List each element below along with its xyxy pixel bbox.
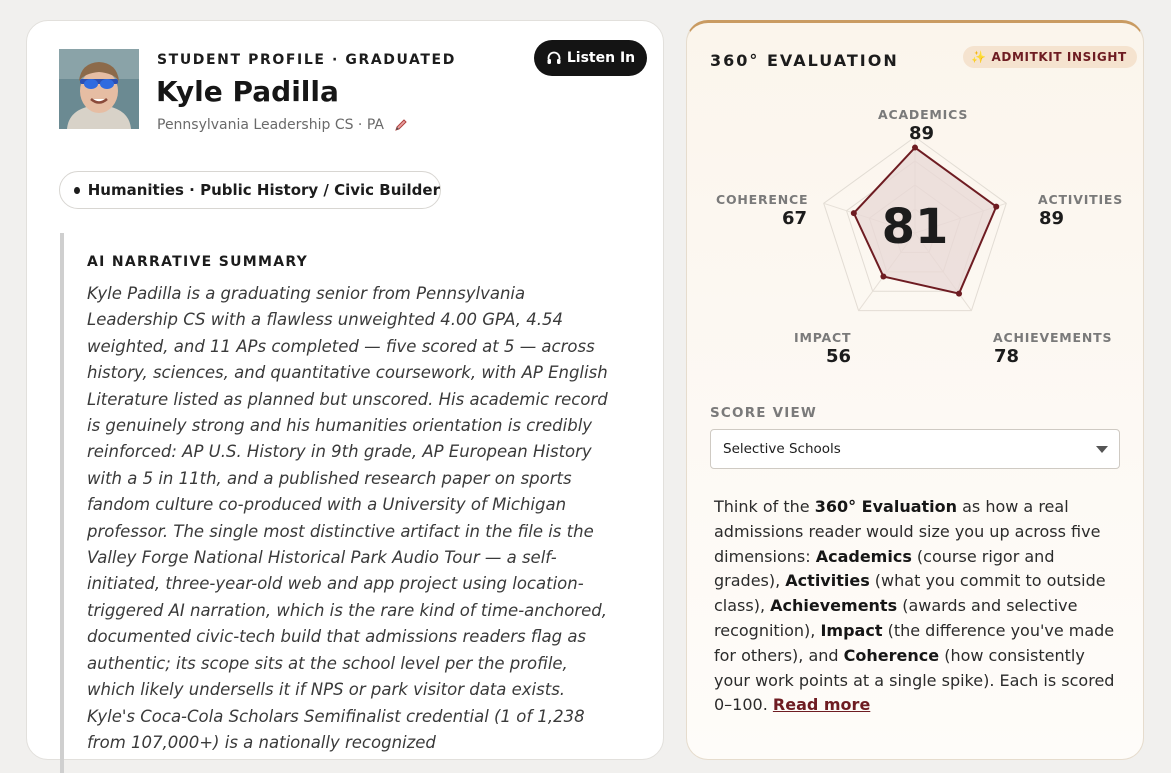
- spike-pill: [59, 171, 441, 209]
- explainer-text: as how a real admissions reader would size you up across five dimensions:: [714, 497, 1101, 566]
- evaluation-explainer: [714, 495, 1124, 718]
- achievements-label: ACHIEVEMENTS: [993, 330, 1113, 345]
- explainer-bold: 360° Evaluation: [814, 497, 958, 516]
- spike-label: Humanities · Public History / Civic Builder: [87, 181, 440, 199]
- activities-value: 89: [1039, 208, 1065, 229]
- insight-badge-label: ADMITKIT INSIGHT: [991, 50, 1127, 64]
- school-line: [157, 117, 408, 133]
- student-name: Kyle Padilla: [156, 75, 339, 108]
- explainer-text: (what you commit to outside class),: [714, 571, 1106, 616]
- avatar: [59, 49, 139, 129]
- profile-eyebrow: STUDENT PROFILE · GRADUATED: [157, 52, 456, 68]
- narrative-summary: [60, 233, 620, 773]
- student-profile-card: [26, 20, 664, 760]
- score-view-selected: Selective Schools: [723, 441, 841, 457]
- explainer-bold: Activities: [785, 571, 870, 591]
- explainer-text: (awards and selective recognition),: [714, 596, 1078, 640]
- explainer-bold: Impact: [820, 620, 883, 640]
- coherence-label: COHERENCE: [716, 192, 809, 207]
- listen-in-label: Listen In: [566, 50, 636, 66]
- pencil-icon[interactable]: [394, 118, 408, 132]
- coherence-value: 67: [782, 208, 808, 229]
- evaluation-title: 360° EVALUATION: [710, 51, 899, 70]
- sparkle-icon: ✨: [971, 50, 987, 64]
- listen-in-button[interactable]: [534, 40, 647, 76]
- school-name: Pennsylvania Leadership CS · PA: [157, 117, 384, 133]
- radar-point-achievements: [956, 291, 962, 297]
- impact-value: 56: [826, 346, 852, 367]
- impact-label: IMPACT: [794, 330, 852, 345]
- radar-chart: [687, 23, 1145, 383]
- radar-point-impact: [880, 273, 886, 279]
- explainer-bold: Achievements: [770, 596, 898, 616]
- radar-point-activities: [993, 204, 999, 210]
- radar-point-academics: [912, 145, 918, 151]
- read-more-link[interactable]: Read more: [772, 695, 871, 715]
- radar-point-coherence: [851, 210, 857, 216]
- overall-score: 81: [881, 199, 949, 255]
- score-view-label: SCORE VIEW: [710, 405, 818, 421]
- explainer-text: (course rigor and grades),: [714, 546, 1055, 591]
- evaluation-card: [686, 20, 1144, 760]
- explainer-text: (how consistently your work points at a single spike). Each is scored 0–100.: [714, 645, 1115, 715]
- activities-label: ACTIVITIES: [1038, 192, 1124, 207]
- academics-value: 89: [909, 123, 935, 144]
- headphones-icon: [546, 50, 562, 66]
- explainer-text: Think of the: [714, 497, 815, 516]
- chevron-down-icon: [1096, 446, 1108, 453]
- achievements-value: 78: [994, 346, 1020, 367]
- explainer-bold: Academics: [815, 546, 912, 566]
- summary-label: AI NARRATIVE SUMMARY: [87, 254, 309, 270]
- explainer-bold: Coherence: [843, 645, 940, 665]
- explainer-text: (the difference you've made for others), and: [714, 620, 1115, 665]
- summary-text: Kyle Padilla is a graduating senior from Pennsylvania Leadership CS with a flawless unweighted 4.00 GPA, 4.54 weighted, and 11 APs completed — five scored at 5 — across history, sciences, and quantitative coursework, with AP English Literature listed as planned but unscored. His academic record is genuinely strong and his humanities orientation is credibly reinforced: AP U.S. History in 9th grade, AP European History with a 5 in 11th, and a published research paper on sports fandom culture co-produced with a University of Michigan professor. The single most distinctive artifact in the file is the Valley Forge National Historical Park Audio Tour — a self-initiated, three-year-old web and app project using location-triggered AI narration, which is the rare kind of time-anchored, documented civic-tech build that admissions readers flag as authentic; its scope sits at the school level per the profile, which likely undersells it if NPS or park visitor data exists. Kyle's Coca-Cola Scholars Semifinalist credential (1 of 1,238 from 107,000+) is a nationally recognized: [87, 284, 608, 752]
- score-view-select[interactable]: [710, 429, 1120, 469]
- academics-label: ACADEMICS: [878, 107, 969, 122]
- bullet-dot-icon: [74, 187, 80, 194]
